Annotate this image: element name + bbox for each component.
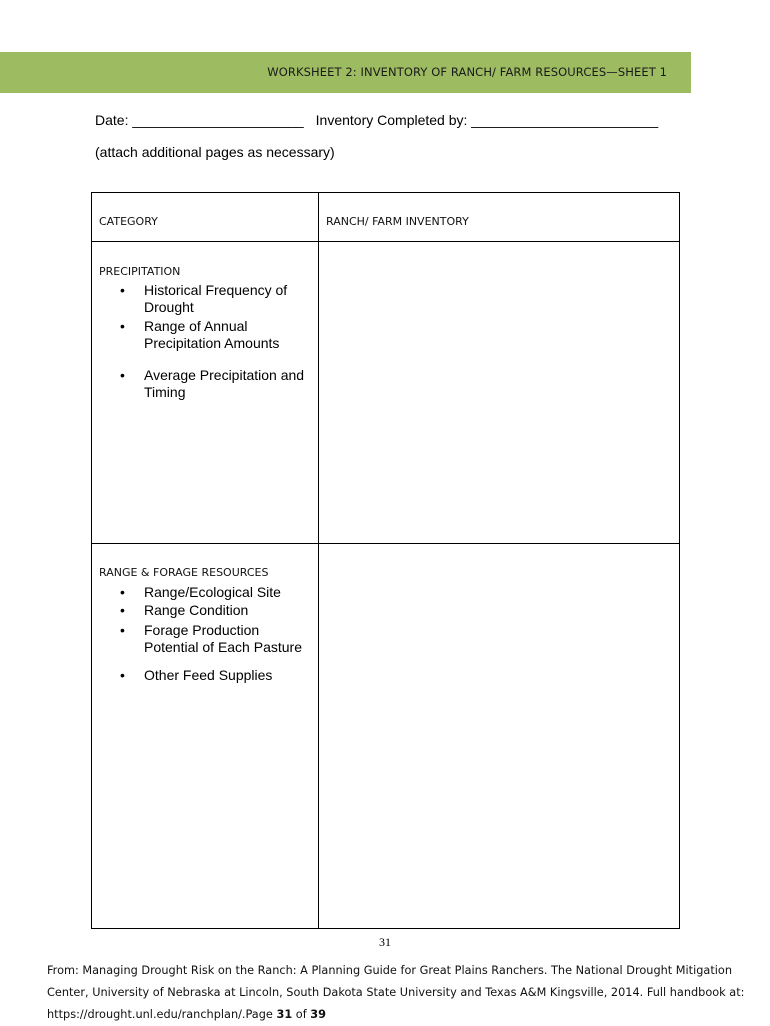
list-item: • Historical Frequency of Drought — [120, 282, 288, 315]
bullet-icon: • — [120, 667, 125, 683]
range-forage-inventory-cell[interactable] — [319, 544, 679, 928]
bullet-icon: • — [120, 282, 125, 298]
list-item: • Range/Ecological Site — [120, 584, 281, 600]
precipitation-section-title: PRECIPITATION — [99, 265, 181, 278]
bullet-icon: • — [120, 584, 125, 600]
worksheet-title: WORKSHEET 2: INVENTORY OF RANCH/ FARM RESOURCES—SHEET 1 — [267, 65, 667, 79]
category-column-header: CATEGORY — [99, 215, 158, 228]
bullet-icon: • — [120, 622, 125, 638]
precipitation-inventory-cell[interactable] — [319, 242, 679, 543]
date-completed-line — [95, 112, 658, 128]
range-forage-section-title: RANGE & FORAGE RESOURCES — [99, 566, 269, 579]
footer-citation: From: Managing Drought Risk on the Ranch: A Planning Guide for Great Plains Ranchers. The National Drought Mitigation Center, University of Nebraska at Lincoln, South Dakota State University and Texas A&M Kingsville, 2014. Full handbook at: https://drought.unl.edu/ranchplan/.Page 31 of 39 — [47, 964, 745, 1021]
inventory-table — [91, 192, 680, 929]
current-page: 31 — [276, 1008, 293, 1021]
bullet-icon: • — [120, 367, 125, 383]
attach-note: (attach additional pages as necessary) — [95, 144, 335, 160]
inventory-column-header: RANCH/ FARM INVENTORY — [326, 215, 469, 228]
list-item: • Forage Production Potential of Each Pasture — [120, 622, 302, 655]
precipitation-list — [120, 282, 310, 400]
date-field[interactable]: Date: ______________________ — [95, 112, 304, 128]
list-item: • Other Feed Supplies — [120, 667, 273, 683]
bullet-icon: • — [120, 318, 125, 334]
page-number: 31 — [379, 935, 391, 949]
list-item: • Range Condition — [120, 601, 249, 618]
range-forage-list — [120, 584, 310, 684]
list-item: • Average Precipitation and Timing — [120, 367, 305, 400]
header-banner — [0, 52, 691, 93]
list-item: • Range of Annual Precipitation Amounts — [120, 318, 280, 351]
completed-by-field[interactable]: Inventory Completed by: ________________________ — [315, 112, 659, 128]
total-pages: 39 — [310, 1008, 326, 1021]
bullet-icon: • — [120, 601, 125, 618]
